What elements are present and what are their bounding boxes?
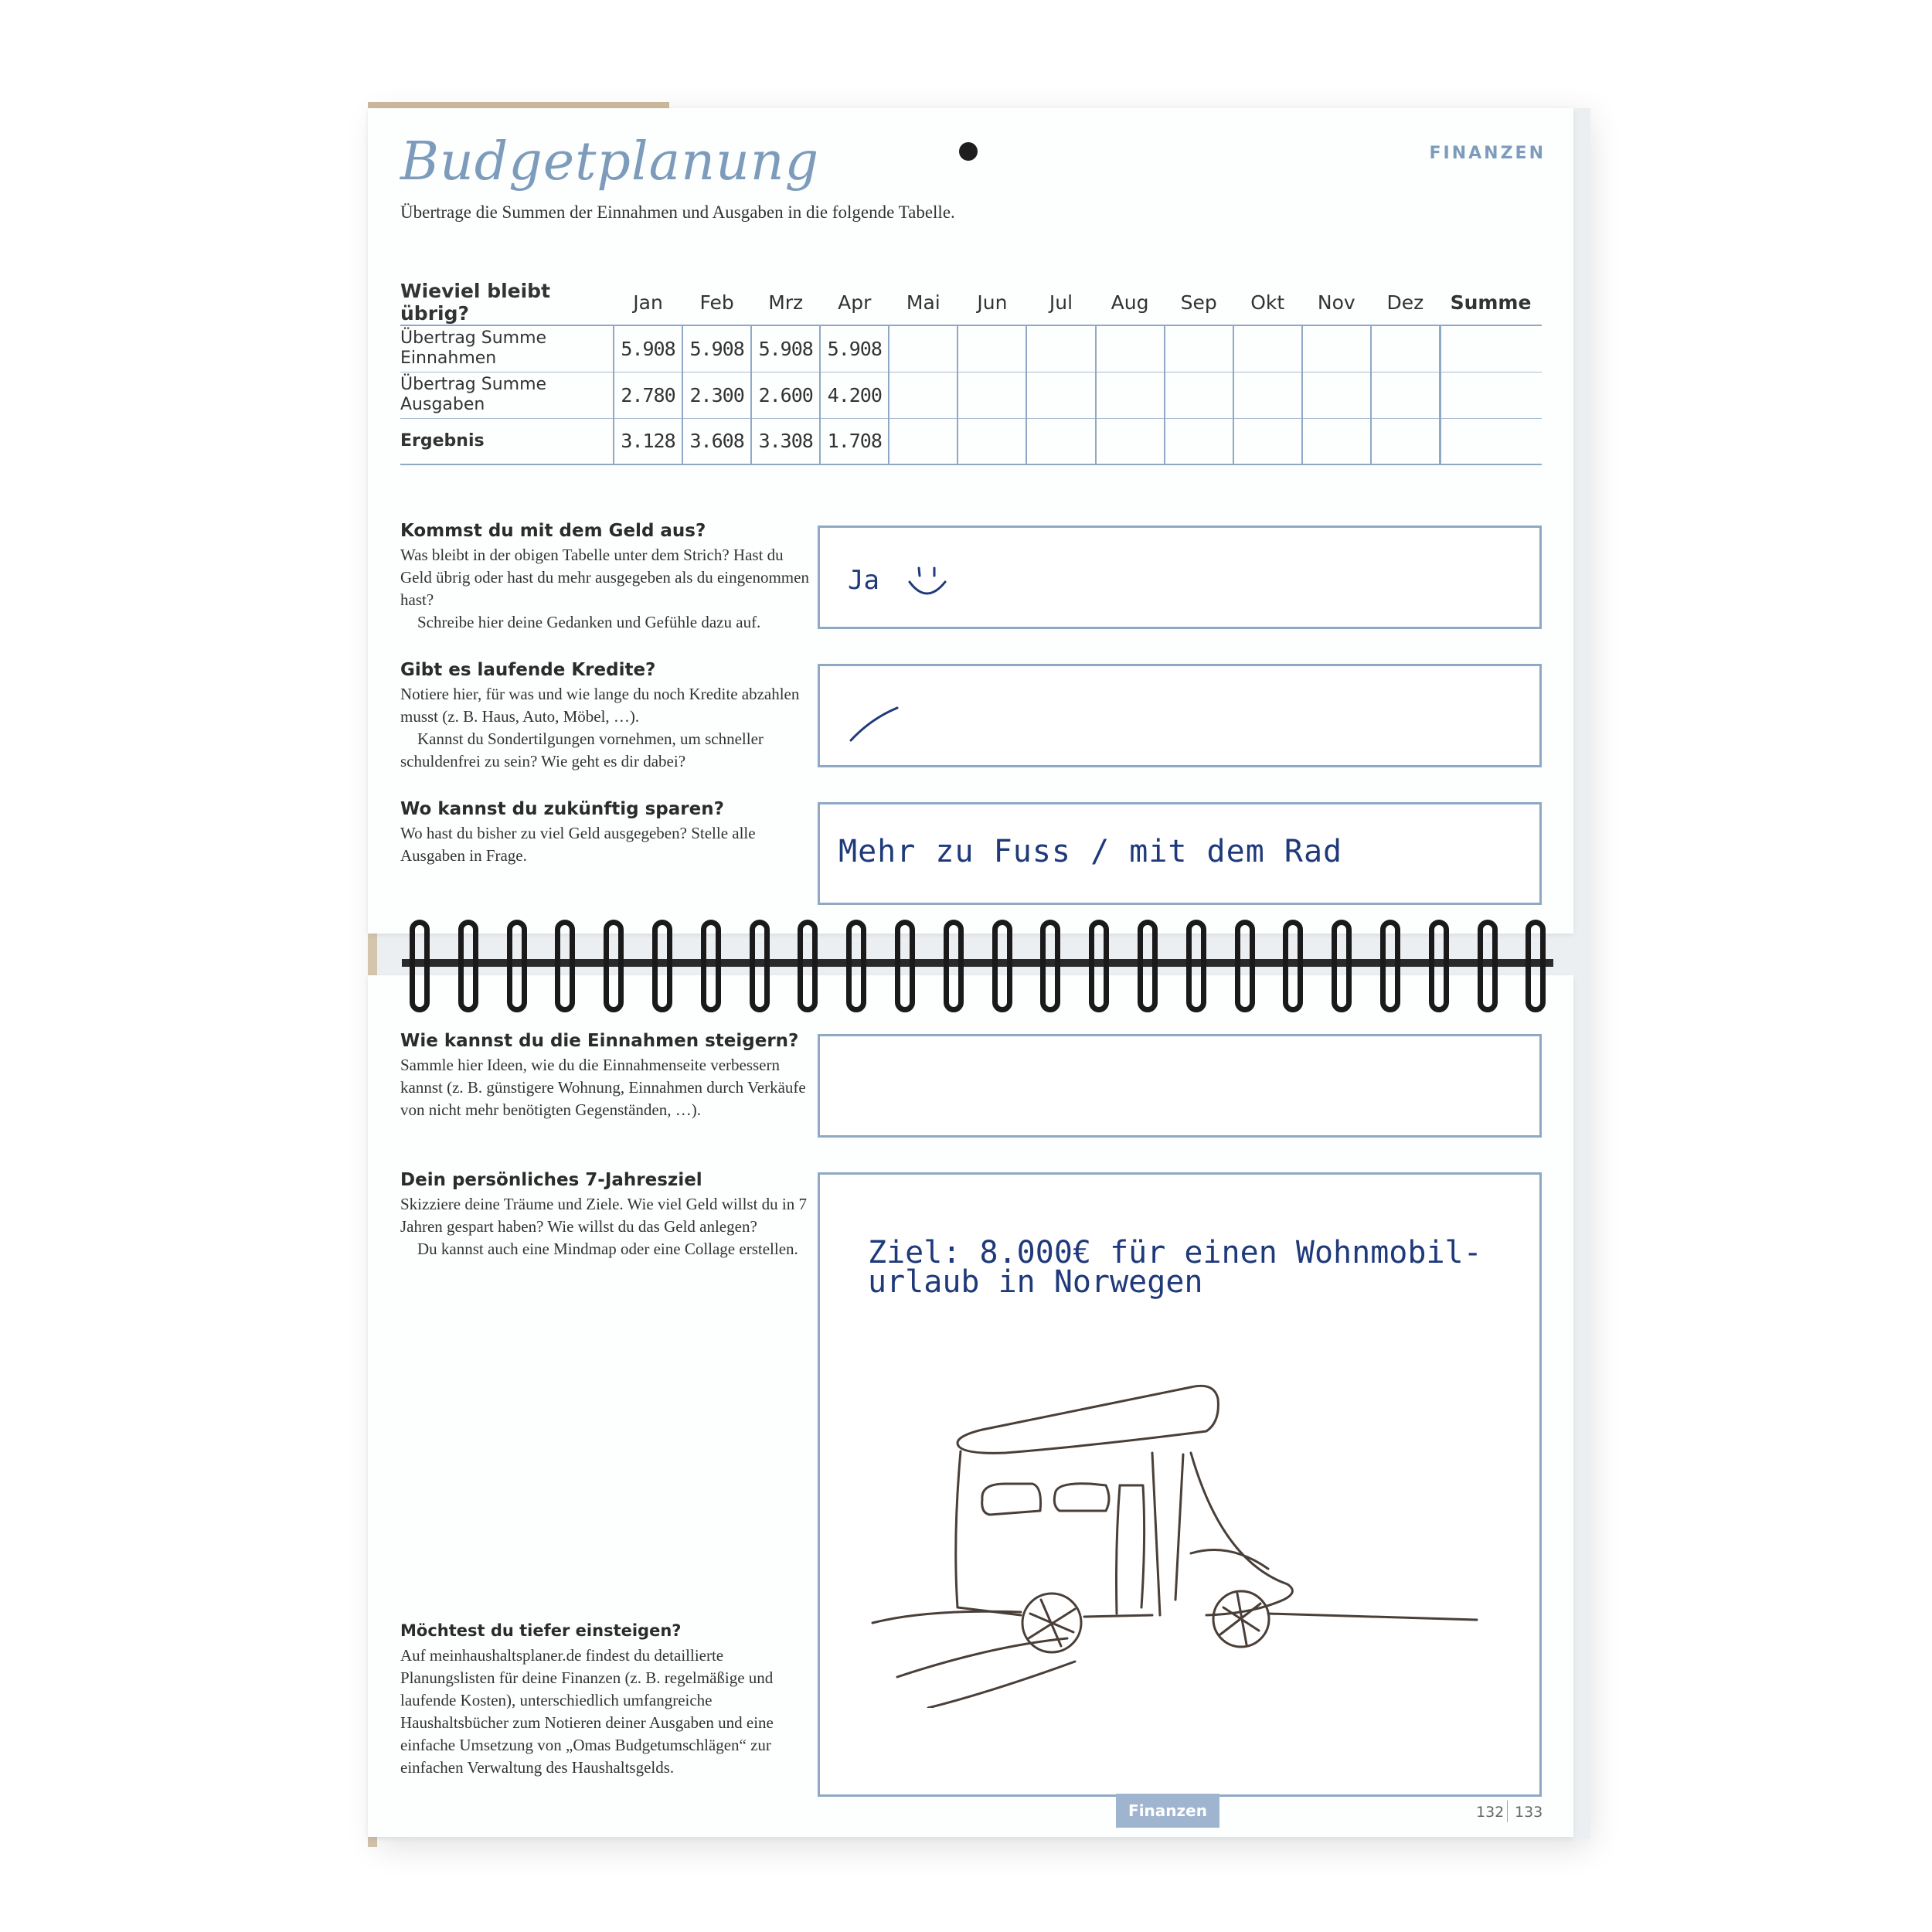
question-text: Skizziere deine Träume und Ziele. Wie viel Geld willst du in 7 Jahren gespart haben? Wie willst du das Geld anlegen? <box>400 1195 807 1236</box>
question-7-year-goal <box>400 1170 810 1260</box>
spiral-ring <box>895 920 915 1012</box>
table-cell: 5.908 <box>751 325 820 372</box>
question-title: Dein persönliches 7-Jahresziel <box>400 1170 702 1190</box>
table-cell <box>1302 418 1371 464</box>
table-cell: 4.200 <box>820 372 889 418</box>
spiral-ring <box>798 920 818 1012</box>
sum-cell <box>1440 325 1542 372</box>
table-cell <box>1026 372 1095 418</box>
question-text-2: Kannst du Sondertilgungen vornehmen, um schneller schuldenfrei zu sein? Wie geht es dir dabei? <box>400 730 764 770</box>
hanging-hole-top <box>959 142 978 161</box>
table-cell <box>1026 325 1095 372</box>
table-cell <box>1371 418 1440 464</box>
camper-van-sketch-icon <box>866 1368 1485 1708</box>
page-number-left: 132 <box>1476 1804 1505 1821</box>
deeper-text: Auf meinhaushaltsplaner.de findest du detaillierte Planungslisten für deine Finanzen (z. B. regelmäßige und laufende Kosten), unterschiedlich umfangreiche Haushaltsbücher zum Notieren deiner Ausgaben und eine einfache Umsetzung von „Omas Budgetumschlägen“ zur einfachen Verwaltung des Haushaltsgelds. <box>400 1646 774 1777</box>
smiley-doodle-icon <box>906 563 950 602</box>
spiral-ring <box>750 920 770 1012</box>
month-header: Nov <box>1317 291 1355 314</box>
page-number-right: 133 <box>1515 1804 1543 1821</box>
handwritten-answer: Mehr zu Fuss / mit dem Rad <box>838 834 1343 869</box>
table-cell <box>1371 325 1440 372</box>
spiral-ring <box>458 920 478 1012</box>
answer-box-saving[interactable] <box>818 802 1542 905</box>
month-header: Mai <box>906 291 940 314</box>
question-credits <box>400 660 810 773</box>
table-corner-label: Wieviel bleibt übrig? <box>400 280 551 325</box>
spiral-ring <box>1526 920 1546 1012</box>
spiral-ring <box>944 920 964 1012</box>
answer-box-income[interactable] <box>818 1034 1542 1138</box>
table-row <box>400 372 1542 418</box>
section-tag: FINANZEN <box>1429 144 1546 163</box>
handwritten-answer: Ja <box>848 565 879 596</box>
table-cell <box>1302 372 1371 418</box>
table-cell <box>957 325 1026 372</box>
table-cell: 2.300 <box>682 372 751 418</box>
table-cell <box>889 372 957 418</box>
question-text-2: Schreibe hier deine Gedanken und Gefühle dazu auf. <box>417 613 761 631</box>
spiral-ring <box>652 920 672 1012</box>
intro-text: Übertrage die Summen der Einnahmen und Ausgaben in die folgende Tabelle. <box>400 202 955 222</box>
footer-section-tab[interactable]: Finanzen <box>1116 1794 1219 1828</box>
spiral-ring <box>1040 920 1060 1012</box>
question-text: Notiere hier, für was und wie lange du noch Kredite abzahlen musst (z. B. Haus, Auto, Möbel, …). <box>400 685 800 726</box>
spiral-binding-icon <box>402 920 1553 1012</box>
month-header: Jan <box>633 291 663 314</box>
handwritten-goal-line-1: Ziel: 8.000€ für einen Wohnmobil- <box>868 1235 1482 1270</box>
deeper-info <box>400 1621 810 1779</box>
table-cell <box>1302 325 1371 372</box>
row-label: Ergebnis <box>400 430 485 451</box>
table-cell <box>1233 325 1302 372</box>
slash-doodle-icon <box>848 705 902 743</box>
table-cell <box>1165 372 1233 418</box>
question-title: Kommst du mit dem Geld aus? <box>400 521 706 541</box>
table-cell <box>1096 325 1165 372</box>
table-cell <box>1165 418 1233 464</box>
row-label: Übertrag Summe Einnahmen <box>400 328 547 369</box>
table-cell <box>889 325 957 372</box>
sum-cell <box>1440 418 1542 464</box>
budget-table <box>400 280 1542 465</box>
page-title: Budgetplanung <box>400 131 820 192</box>
table-cell <box>1026 418 1095 464</box>
table-cell: 5.908 <box>820 325 889 372</box>
spiral-ring <box>1235 920 1255 1012</box>
spiral-ring <box>1089 920 1109 1012</box>
answer-box-credits[interactable] <box>818 664 1542 767</box>
spiral-ring <box>701 920 721 1012</box>
spiral-ring <box>604 920 624 1012</box>
question-money-enough <box>400 521 810 634</box>
sum-header: Summe <box>1450 291 1532 314</box>
table-cell <box>957 418 1026 464</box>
table-cell: 3.308 <box>751 418 820 464</box>
spiral-ring <box>1380 920 1400 1012</box>
month-header: Mrz <box>768 291 804 314</box>
table-cell <box>1165 325 1233 372</box>
row-label: Übertrag Summe Ausgaben <box>400 375 547 414</box>
handwritten-goal-line-2: urlaub in Norwegen <box>868 1264 1203 1300</box>
answer-box-7-year-goal[interactable] <box>818 1172 1542 1797</box>
spiral-ring <box>1478 920 1498 1012</box>
spiral-ring <box>992 920 1012 1012</box>
spiral-ring <box>1283 920 1303 1012</box>
month-header: Dez <box>1386 291 1424 314</box>
month-header: Aug <box>1111 291 1149 314</box>
table-cell <box>1233 418 1302 464</box>
table-cell: 5.908 <box>682 325 751 372</box>
question-text: Sammle hier Ideen, wie du die Einnahmenseite verbessern kannst (z. B. günstigere Wohnung, Einnahmen durch Verkäufe von nicht mehr benötigten Gegenständen, …). <box>400 1056 806 1119</box>
spiral-ring <box>846 920 866 1012</box>
table-cell: 1.708 <box>820 418 889 464</box>
cardboard-edge <box>368 102 669 108</box>
question-title: Gibt es laufende Kredite? <box>400 660 656 680</box>
page-number-separator <box>1507 1801 1508 1822</box>
table-cell <box>889 418 957 464</box>
table-cell <box>957 372 1026 418</box>
spiral-ring <box>1186 920 1206 1012</box>
table-cell <box>1096 372 1165 418</box>
table-cell: 3.128 <box>614 418 682 464</box>
sum-cell <box>1440 372 1542 418</box>
table-cell <box>1096 418 1165 464</box>
spiral-ring <box>1332 920 1352 1012</box>
question-title: Wo kannst du zukünftig sparen? <box>400 799 724 819</box>
table-cell: 2.780 <box>614 372 682 418</box>
spiral-ring <box>410 920 430 1012</box>
spiral-ring <box>1138 920 1158 1012</box>
month-header: Okt <box>1250 291 1285 314</box>
month-header: Apr <box>838 291 872 314</box>
table-header-row <box>400 280 1542 325</box>
spiral-ring <box>1429 920 1449 1012</box>
spiral-ring <box>555 920 575 1012</box>
question-title: Wie kannst du die Einnahmen steigern? <box>400 1031 799 1051</box>
table-row <box>400 325 1542 372</box>
question-text: Wo hast du bisher zu viel Geld ausgegeben? Stelle alle Ausgaben in Frage. <box>400 824 756 865</box>
month-header: Jun <box>977 291 1008 314</box>
table-row <box>400 418 1542 464</box>
table-cell <box>1371 372 1440 418</box>
table-cell <box>1233 372 1302 418</box>
spiral-ring <box>507 920 527 1012</box>
table-cell: 2.600 <box>751 372 820 418</box>
deeper-title: Möchtest du tiefer einsteigen? <box>400 1621 682 1640</box>
question-income <box>400 1031 810 1121</box>
answer-box-money-enough[interactable] <box>818 526 1542 629</box>
table-cell: 3.608 <box>682 418 751 464</box>
month-header: Jul <box>1049 291 1073 314</box>
question-saving <box>400 799 810 867</box>
month-header: Sep <box>1180 291 1217 314</box>
question-text: Was bleibt in der obigen Tabelle unter dem Strich? Hast du Geld übrig oder hast du mehr ausgegeben als du eingenommen hast? <box>400 546 809 609</box>
month-header: Feb <box>699 291 734 314</box>
table-cell: 5.908 <box>614 325 682 372</box>
question-text-2: Du kannst auch eine Mindmap oder eine Collage erstellen. <box>417 1240 798 1258</box>
